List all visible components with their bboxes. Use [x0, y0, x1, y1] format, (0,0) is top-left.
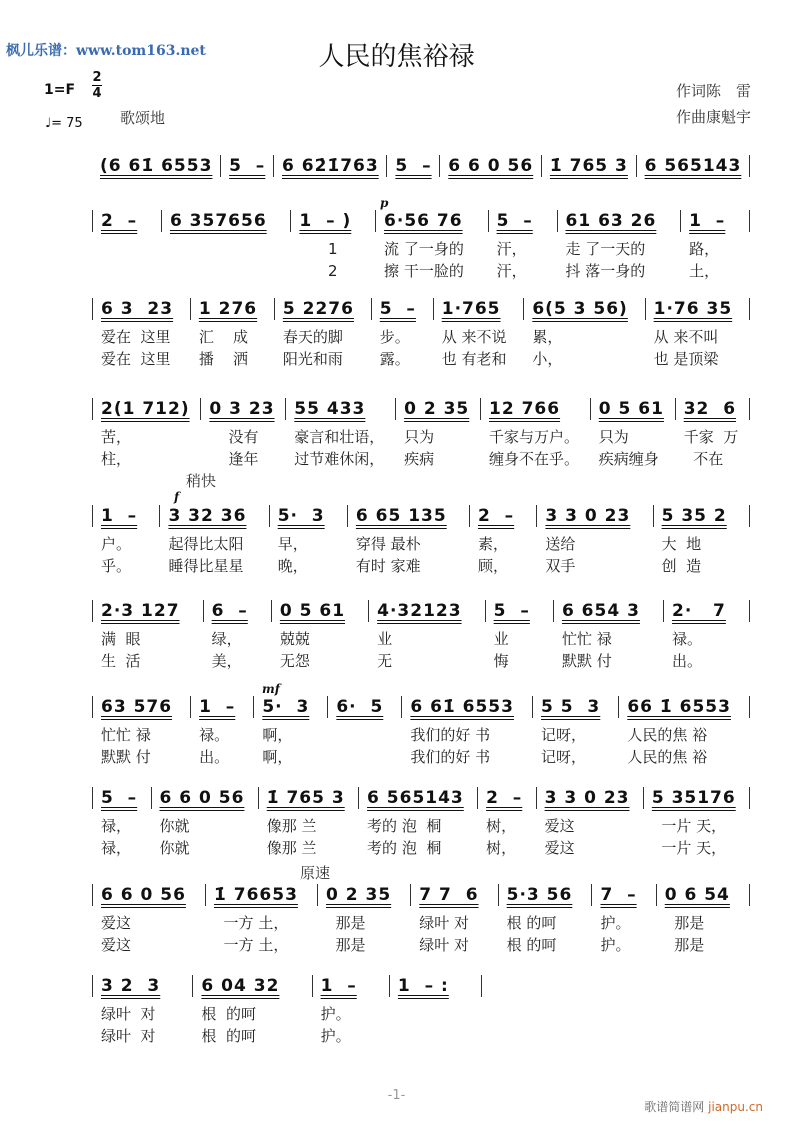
- measure-notes: 63 576: [101, 697, 173, 717]
- measure-notes: 66 1̇ 6553: [627, 697, 731, 717]
- lyric-verse-2: 土，: [689, 262, 720, 280]
- measure-notes: 2 –: [101, 211, 138, 231]
- lyric-verse-2: 绿叶 对: [419, 936, 470, 954]
- lyric-verse-1: 走 了一天的: [565, 240, 646, 258]
- measure: [387, 155, 440, 177]
- lyric-verse-1: 绿叶 对: [419, 914, 470, 932]
- lyric-verse-1: 爱这: [544, 817, 575, 835]
- lyric-verse-1: 只为: [598, 428, 629, 446]
- score-system: [92, 398, 750, 468]
- measure: [191, 298, 275, 368]
- lyric-verse-1: 大 地: [661, 535, 702, 553]
- lyric-verse-1: [100, 183, 214, 205]
- measure: [221, 155, 274, 177]
- measure-notes: 32 6: [683, 399, 737, 419]
- measure-notes: 6 04 32: [201, 976, 280, 996]
- measure: [489, 210, 558, 280]
- measure-notes: 6 565143: [644, 156, 742, 176]
- measure-notes: 2·3 127: [101, 601, 180, 621]
- lyric-verse-1: 1: [299, 240, 338, 258]
- measure-notes: 6 65 135: [355, 506, 447, 526]
- measure-notes: 0 2 35: [404, 399, 470, 419]
- lyric-verse-2: 有时 家难: [355, 557, 421, 575]
- lyric-verse-1: 路，: [689, 240, 720, 258]
- dynamic-p: p: [380, 196, 389, 210]
- measure-notes: 2(1 712): [101, 399, 190, 419]
- measure: [206, 884, 318, 954]
- lyric-verse-1: 一片 天，: [651, 817, 727, 835]
- lyric-verse-2: 晚，: [277, 557, 308, 575]
- measure: [592, 884, 656, 954]
- lyric-verse-1: [229, 183, 267, 205]
- measure-notes: 6· 5: [336, 697, 384, 717]
- measure-notes: 1 –: [199, 697, 236, 717]
- measure-notes: 61 63 26: [565, 211, 657, 231]
- lyric-verse-1: 护。: [320, 1005, 351, 1023]
- site-watermark: 枫儿乐谱：www.tom163.net: [6, 43, 206, 59]
- measure-notes: 6 61̇ 6553: [410, 697, 514, 717]
- watermark-cn: 歌谱简谱网: [644, 1100, 705, 1114]
- lyric-verse-1: [448, 183, 535, 205]
- measure: [372, 298, 434, 368]
- footer-watermark: [644, 1098, 763, 1115]
- measure: [272, 600, 369, 670]
- lyric-verse-2: 小，: [532, 350, 563, 368]
- measure-notes: 1̇ 765 3: [549, 156, 628, 176]
- lyric-verse-1: [170, 238, 284, 260]
- lyric-verse-2: 擦 干一脸的: [384, 262, 464, 280]
- measure: [654, 505, 750, 575]
- measure-notes: (6 61̇ 6553: [100, 156, 213, 176]
- meter-bottom: 4: [92, 86, 102, 101]
- lyric-verse-1: 啊，: [262, 726, 293, 744]
- measure: [270, 505, 348, 575]
- watermark-en: jianpu.cn: [708, 1100, 763, 1114]
- tempo-original: 原速: [300, 864, 331, 882]
- lyric-verse-1: [395, 183, 433, 205]
- lyric-verse-2: 记呀，: [541, 748, 587, 766]
- lyric-verse-1: 爱这: [101, 914, 132, 932]
- measure: [411, 884, 498, 954]
- measure-notes: 1 –: [320, 976, 357, 996]
- measure: [193, 975, 312, 1045]
- lyric-verse-1: 千家 万: [683, 428, 739, 446]
- measure-notes: 4·32123: [377, 601, 462, 621]
- measure: [619, 696, 750, 766]
- lyric-verse-1: 千家与万户。: [489, 428, 580, 446]
- lyric-verse-1: 禄。: [199, 726, 230, 744]
- lyric-verse-2: 疾病: [404, 450, 435, 468]
- lyric-verse-1: 树，: [486, 817, 517, 835]
- measure: [259, 787, 359, 857]
- measure: [657, 884, 750, 954]
- lyric-verse-1: 素，: [477, 535, 508, 553]
- lyric-verse-1: [101, 238, 155, 260]
- measure: [499, 884, 593, 954]
- measure-notes: 5 35 2: [661, 506, 727, 526]
- lyric-verse-2: 露。: [379, 350, 410, 368]
- lyric-verse-2: 过节难休闲，: [294, 450, 385, 468]
- lyric-verse-2: 禄，: [101, 839, 132, 857]
- measure: [275, 298, 372, 368]
- measure: [396, 398, 481, 468]
- lyric-verse-1: 苦，: [101, 428, 132, 446]
- measure-notes: 1̇ 765 3: [266, 788, 345, 808]
- score-system: [92, 505, 750, 575]
- measure-notes: 5 –: [493, 601, 530, 621]
- lyric-verse-1: 一方 土，: [214, 914, 289, 932]
- measure: [191, 696, 254, 766]
- lyric-verse-2: 2: [299, 262, 338, 280]
- measure-notes: 1̇ 76653: [214, 885, 298, 905]
- lyric-verse-1: 穿得 最朴: [355, 535, 421, 553]
- measure-notes: 6 3 23: [101, 299, 174, 319]
- lyric-verse-1: 汗，: [496, 240, 527, 258]
- measure-notes: 3 2 3: [101, 976, 161, 996]
- meter-top: 2: [92, 70, 102, 85]
- measure-notes: 1·76 35: [653, 299, 733, 319]
- lyric-verse-1: 兢兢: [279, 630, 310, 648]
- measure: [274, 155, 387, 177]
- tempo-value: = 75: [51, 116, 83, 131]
- time-signature: [92, 70, 102, 101]
- measure: [533, 696, 619, 766]
- measure: [676, 398, 750, 468]
- measure-notes: 5 –: [101, 788, 138, 808]
- lyric-verse-2: 也 是顶梁: [653, 350, 719, 368]
- measure-notes: 2· 7: [672, 601, 726, 621]
- lyric-verse-2: [336, 746, 395, 768]
- measure-notes: 0 2 35: [326, 885, 392, 905]
- lyricist: 作词陈 雷: [675, 82, 751, 100]
- score-system: [92, 787, 750, 857]
- measure: [152, 787, 259, 857]
- lyric-verse-1: 我们的好 书: [410, 726, 491, 744]
- key-signature: 1=F: [44, 82, 76, 98]
- score-system: [92, 600, 750, 670]
- score-system: [92, 696, 750, 766]
- measure-notes: 6 62̇1̇763: [282, 156, 379, 176]
- lyric-verse-1: 春天的脚: [282, 328, 343, 346]
- lyric-verse-2: 播 洒: [198, 350, 248, 368]
- measure: [486, 600, 554, 670]
- measure-notes: 2 –: [486, 788, 523, 808]
- lyric-verse-1: 绿叶 对: [101, 1005, 156, 1023]
- lyric-verse-2: 护。: [600, 936, 631, 954]
- measure: [328, 696, 402, 718]
- lyric-verse-2: 阳光和雨: [282, 350, 343, 368]
- measure: [558, 210, 682, 280]
- lyric-verse-1: 记呀，: [541, 726, 587, 744]
- measure-notes: 6 565143: [367, 788, 464, 808]
- measure: [92, 975, 193, 1045]
- measure: [160, 505, 269, 575]
- lyric-verse-2: 根 的呵: [506, 936, 557, 954]
- lyric-verse-1: 累，: [532, 328, 563, 346]
- measure: [92, 600, 204, 670]
- lyric-verse-1: 你就: [159, 817, 190, 835]
- measure: [348, 505, 470, 575]
- measure: [318, 884, 411, 954]
- lyric-verse-2: 也 有老和: [441, 350, 507, 368]
- lyric-verse-1: 送给: [545, 535, 576, 553]
- measure: [376, 210, 489, 280]
- lyric-verse-2: 啊，: [262, 748, 293, 766]
- lyric-verse-2: 一片 天，: [651, 839, 727, 857]
- measure-notes: 0 5 61: [279, 601, 346, 621]
- measure: [92, 787, 152, 857]
- lyric-verse-1: 户。: [101, 535, 132, 553]
- lyric-verse-1: 人民的焦 裕: [627, 726, 708, 744]
- score-system: [92, 155, 750, 177]
- lyric-verse-1: 流 了一身的: [384, 240, 464, 258]
- measure: [554, 600, 664, 670]
- lyric-verse-2: 护。: [320, 1027, 351, 1045]
- lyric-verse-2: [398, 1025, 475, 1047]
- lyric-verse-1: [550, 183, 630, 205]
- measure-notes: 6 6 0 56: [448, 156, 534, 176]
- lyric-verse-2: 人民的焦 裕: [627, 748, 708, 766]
- measure-notes: 5·3 56: [506, 885, 573, 905]
- measure: [92, 210, 162, 232]
- lyric-verse-2: 乎。: [101, 557, 132, 575]
- lyric-verse-1: [645, 183, 743, 205]
- measure: [591, 398, 676, 468]
- measure-notes: 6 357656: [169, 211, 267, 231]
- measure-notes: 1 – :: [397, 976, 449, 996]
- lyric-verse-2: 抖 落一身的: [565, 262, 646, 280]
- lyric-verse-2: 爱这: [544, 839, 575, 857]
- measure-notes: 5 –: [379, 299, 416, 319]
- lyric-verse-2: 那是: [326, 936, 366, 954]
- lyric-verse-1: 起得比太阳: [168, 535, 244, 553]
- tempo-faster: 稍快: [186, 472, 217, 490]
- measure-notes: 1 –: [101, 506, 138, 526]
- lyric-verse-2: 考的 泡 桐: [367, 839, 442, 857]
- measure: [644, 787, 750, 857]
- measure: [92, 505, 160, 575]
- lyric-verse-2: 顾，: [477, 557, 508, 575]
- lyric-verse-2: 树，: [486, 839, 517, 857]
- lyric-verse-1: 那是: [664, 914, 705, 932]
- lyric-verse-1: [336, 724, 395, 746]
- measure-notes: 5 –: [496, 211, 533, 231]
- lyric-verse-1: 禄。: [672, 630, 703, 648]
- measure-notes: 1·765: [441, 299, 501, 319]
- lyric-verse-2: [101, 260, 155, 282]
- lyric-verse-2: 默默 付: [101, 748, 151, 766]
- lyric-verse-1: 像那 兰: [266, 817, 317, 835]
- lyric-verse-2: 根 的呵: [201, 1027, 256, 1045]
- measure: [390, 975, 482, 997]
- measure: [537, 787, 644, 857]
- measure: [254, 696, 328, 766]
- measure: [402, 696, 533, 766]
- measure: [286, 398, 396, 468]
- measure: [524, 298, 645, 368]
- lyric-verse-1: 考的 泡 桐: [367, 817, 442, 835]
- lyric-verse-2: 默默 付: [561, 652, 612, 670]
- measure: [162, 210, 291, 232]
- lyric-verse-1: 豪言和壮语，: [294, 428, 385, 446]
- measure-notes: 6(5 3 56): [532, 299, 628, 319]
- lyric-verse-1: 那是: [326, 914, 366, 932]
- lyric-verse-1: 绿，: [211, 630, 242, 648]
- measure-notes: 3 32 36: [168, 506, 247, 526]
- lyric-verse-2: 汗，: [496, 262, 527, 280]
- page-number: -1-: [387, 1088, 406, 1103]
- measure-notes: 3 3 0 23: [545, 506, 631, 526]
- measure: [313, 975, 390, 1045]
- measure-notes: 5 5 3: [541, 697, 601, 717]
- measure-notes: 7 7 6: [419, 885, 479, 905]
- lyric-verse-2: 柱，: [101, 450, 132, 468]
- lyric-verse-2: 双手: [545, 557, 576, 575]
- expression-mood: 歌颂地: [120, 109, 166, 127]
- lyric-verse-2: 悔: [493, 652, 509, 670]
- measure-notes: 2 –: [477, 506, 515, 526]
- lyric-verse-2: 无怨: [279, 652, 310, 670]
- lyric-verse-1: 没有: [209, 428, 259, 446]
- quarter-note-icon: ♩: [45, 116, 52, 131]
- song-title: 人民的焦裕禄: [318, 42, 475, 72]
- lyric-verse-1: [282, 183, 380, 205]
- measure: [201, 398, 286, 468]
- lyric-verse-1: 忙忙 禄: [101, 726, 151, 744]
- measure: [92, 155, 221, 177]
- lyric-verse-1: 爱在 这里: [101, 328, 171, 346]
- measure: [359, 787, 478, 857]
- measure-notes: 6 6 0 56: [159, 788, 245, 808]
- lyric-verse-1: 护。: [600, 914, 631, 932]
- lyric-verse-2: 出。: [672, 652, 703, 670]
- lyric-verse-1: 只为: [404, 428, 435, 446]
- measure-notes: 1 276: [198, 299, 258, 319]
- lyric-verse-1: 步。: [379, 328, 410, 346]
- lyric-verse-1: [398, 1003, 475, 1025]
- lyric-verse-2: 美，: [211, 652, 242, 670]
- measure: [204, 600, 272, 670]
- measure-notes: 6·56 76: [384, 211, 463, 231]
- measure-notes: 6 654 3: [561, 601, 640, 621]
- lyric-verse-2: 像那 兰: [266, 839, 317, 857]
- score-system: [92, 884, 750, 954]
- measure: [542, 155, 637, 177]
- lyric-verse-2: 爱这: [101, 936, 132, 954]
- lyric-verse-1: 根 的呵: [201, 1005, 256, 1023]
- measure: [681, 210, 750, 280]
- measure-notes: 5 2276: [282, 299, 354, 319]
- measure: [92, 398, 201, 468]
- measure: [478, 787, 537, 857]
- score-system: [92, 298, 750, 368]
- lyric-verse-1: 从 来不说: [441, 328, 507, 346]
- measure: [664, 600, 750, 670]
- lyric-verse-2: 逢年: [209, 450, 259, 468]
- lyric-verse-1: 汇 成: [198, 328, 248, 346]
- measure-notes: 3 3 0 23: [544, 788, 630, 808]
- measure-notes: 1 –: [689, 211, 726, 231]
- lyric-verse-2: [170, 260, 284, 282]
- lyric-verse-1: 满 眼: [101, 630, 141, 648]
- measure: [637, 155, 750, 177]
- measure-notes: 6 6 0 56: [101, 885, 186, 905]
- lyric-verse-1: 业: [377, 630, 393, 648]
- measure-notes: 0 5 61: [598, 399, 664, 419]
- measure-notes: 0 6 54: [664, 885, 730, 905]
- lyric-verse-1: 早，: [277, 535, 308, 553]
- lyric-verse-2: 出。: [199, 748, 230, 766]
- measure-notes: 5· 3: [262, 697, 310, 717]
- dynamic-mf: mf: [262, 682, 280, 696]
- measure-notes: 55 433: [294, 399, 366, 419]
- measure: [434, 298, 525, 368]
- lyric-verse-1: 业: [493, 630, 509, 648]
- measure-notes: 5· 3: [277, 506, 325, 526]
- lyric-verse-2: 一方 土，: [214, 936, 289, 954]
- measure: [481, 398, 591, 468]
- dynamic-f: f: [174, 490, 180, 504]
- measure: [369, 600, 486, 670]
- lyric-verse-2: 缠身不在乎。: [489, 450, 580, 468]
- measure: [291, 210, 376, 280]
- lyric-verse-2: 那是: [664, 936, 705, 954]
- lyric-verse-2: 疾病缠身: [598, 450, 659, 468]
- measure: [92, 298, 191, 368]
- measure: [440, 155, 542, 177]
- measure-notes: 6 –: [211, 601, 248, 621]
- measure-notes: 5 –: [229, 156, 266, 176]
- measure-notes: 5 –: [395, 156, 432, 176]
- lyric-verse-1: 忙忙 禄: [561, 630, 612, 648]
- tempo-marking: [45, 116, 83, 131]
- score-system: [92, 210, 750, 280]
- lyric-verse-2: 我们的好 书: [410, 748, 491, 766]
- lyric-verse-2: 生 活: [101, 652, 141, 670]
- measure: [537, 505, 653, 575]
- lyric-verse-2: 不在: [683, 450, 724, 468]
- composer: 作曲康魁宇: [675, 108, 751, 126]
- measure: [646, 298, 750, 368]
- lyric-verse-2: 爱在 这里: [101, 350, 171, 368]
- lyric-verse-2: 睡得比星星: [168, 557, 244, 575]
- measure-notes: 12 766: [489, 399, 561, 419]
- lyric-verse-2: 绿叶 对: [101, 1027, 156, 1045]
- lyric-verse-1: 禄，: [101, 817, 132, 835]
- measure-notes: 0 3 23: [209, 399, 275, 419]
- lyric-verse-2: 无: [377, 652, 393, 670]
- lyric-verse-2: 你就: [159, 839, 190, 857]
- measure: [92, 884, 206, 954]
- measure-notes: 7 –: [600, 885, 637, 905]
- measure-notes: 5 35176: [651, 788, 736, 808]
- lyric-verse-2: 创 造: [661, 557, 702, 575]
- lyric-verse-1: 根 的呵: [506, 914, 557, 932]
- measure-notes: 1 – ): [299, 211, 352, 231]
- score-system: [92, 975, 482, 1045]
- measure: [470, 505, 537, 575]
- lyric-verse-1: 从 来不叫: [653, 328, 719, 346]
- measure: [92, 696, 191, 766]
